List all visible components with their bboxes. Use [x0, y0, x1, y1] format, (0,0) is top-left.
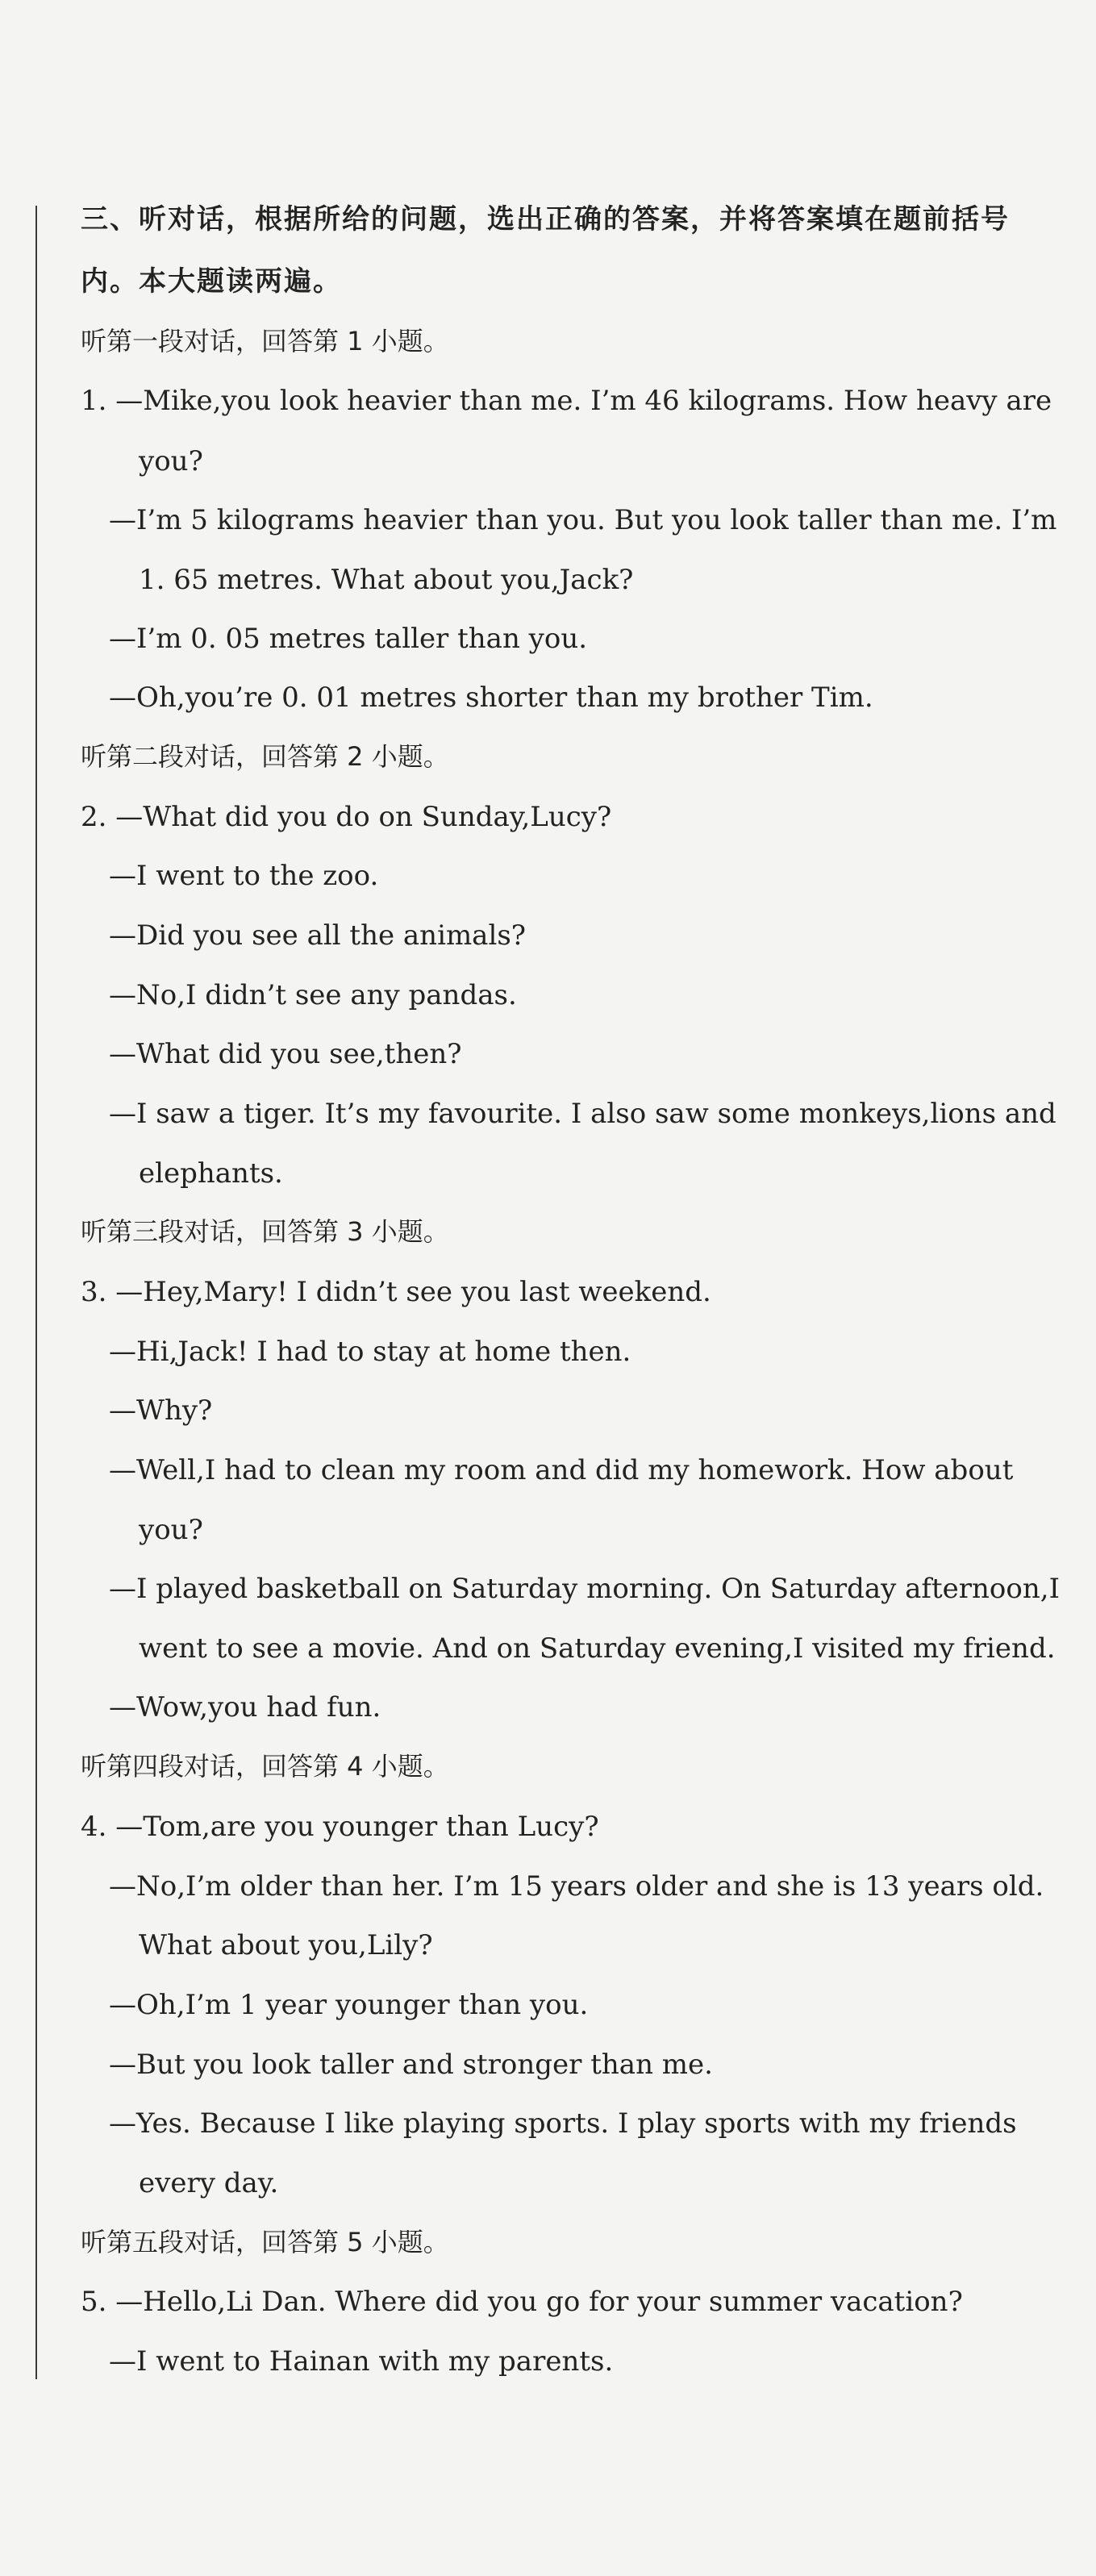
dialogue-3-line: —Why?: [109, 1394, 213, 1427]
dialogue-4-line: What about you,Lily?: [139, 1929, 433, 1961]
margin-rule: [35, 206, 37, 2379]
dialogue-4-line: every day.: [139, 2167, 279, 2199]
dialogue-5-line: —I went to Hainan with my parents.: [109, 2345, 614, 2378]
dialogue-3-line: went to see a movie. And on Saturday evening,I visited my friend.: [139, 1632, 1056, 1665]
dialogue-3-line: —Hi,Jack! I had to stay at home then.: [109, 1336, 631, 1368]
dialogue-3-intro: 听第三段对话，回答第 3 小题。: [81, 1216, 449, 1247]
dialogue-4-line: —Oh,I’m 1 year younger than you.: [109, 1989, 589, 2021]
dialogue-3-line: —I played basketball on Saturday morning. On Saturday afternoon,I: [109, 1573, 1060, 1605]
dialogue-1-intro: 听第一段对话，回答第 1 小题。: [81, 326, 449, 356]
dialogue-3-line: you?: [139, 1514, 203, 1546]
dialogue-3-line: —Wow,you had fun.: [109, 1691, 381, 1724]
dialogue-4-line: 4. —Tom,are you younger than Lucy?: [81, 1811, 599, 1843]
dialogue-2-line: —I saw a tiger. It’s my favourite. I also saw some monkeys,lions and: [109, 1098, 1056, 1130]
section-heading-line-2: 内。本大题读两遍。: [81, 265, 342, 298]
dialogue-4-line: —No,I’m older than her. I’m 15 years older and she is 13 years old.: [109, 1870, 1044, 1903]
dialogue-3-line: 3. —Hey,Mary! I didn’t see you last weekend.: [81, 1276, 711, 1308]
dialogue-1-line: —Oh,you’re 0. 01 metres shorter than my brother Tim.: [109, 682, 873, 714]
dialogue-2-line: —I went to the zoo.: [109, 860, 379, 892]
section-heading-line-1: 三、听对话，根据所给的问题，选出正确的答案，并将答案填在题前括号: [81, 203, 1010, 236]
dialogue-1-line: you?: [139, 445, 203, 477]
dialogue-1-line: —I’m 0. 05 metres taller than you.: [109, 623, 588, 655]
dialogue-5-line: 5. —Hello,Li Dan. Where did you go for your summer vacation?: [81, 2286, 963, 2318]
dialogue-4-intro: 听第四段对话，回答第 4 小题。: [81, 1751, 449, 1782]
dialogue-3-line: —Well,I had to clean my room and did my homework. How about: [109, 1454, 1014, 1486]
dialogue-2-intro: 听第二段对话，回答第 2 小题。: [81, 741, 449, 772]
dialogue-4-line: —But you look taller and stronger than me.: [109, 2049, 713, 2081]
dialogue-1-line: 1. 65 metres. What about you,Jack?: [139, 564, 634, 596]
dialogue-1-line: —I’m 5 kilograms heavier than you. But you look taller than me. I’m: [109, 504, 1057, 536]
dialogue-2-line: —No,I didn’t see any pandas.: [109, 979, 517, 1011]
dialogue-2-line: —Did you see all the animals?: [109, 919, 527, 952]
dialogue-2-line: elephants.: [139, 1157, 283, 1190]
dialogue-4-line: —Yes. Because I like playing sports. I play sports with my friends: [109, 2107, 1017, 2140]
dialogue-1-line: 1. —Mike,you look heavier than me. I’m 46 kilograms. How heavy are: [81, 385, 1052, 417]
dialogue-5-intro: 听第五段对话，回答第 5 小题。: [81, 2227, 449, 2257]
dialogue-2-line: —What did you see,then?: [109, 1038, 462, 1070]
dialogue-2-line: 2. —What did you do on Sunday,Lucy?: [81, 801, 612, 833]
